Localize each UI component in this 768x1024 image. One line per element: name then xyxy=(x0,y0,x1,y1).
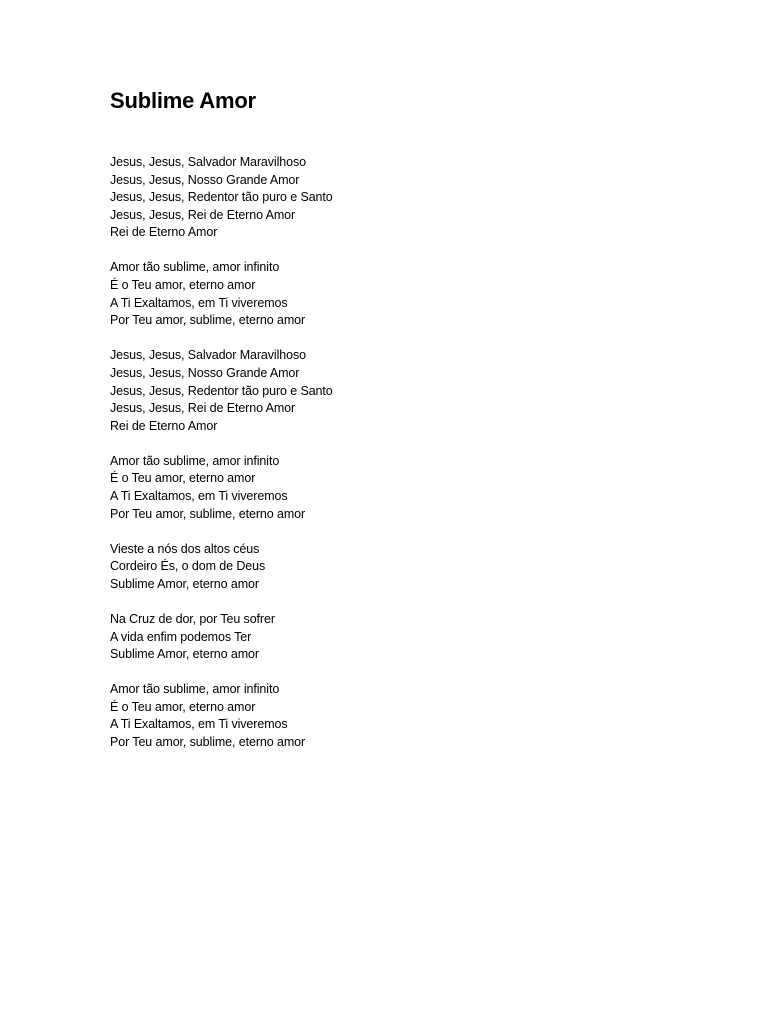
lyric-line: Cordeiro És, o dom de Deus xyxy=(110,559,266,574)
stanza xyxy=(110,347,710,435)
lyric-line: Sublime Amor, eterno amor xyxy=(110,576,259,591)
lyric-line: Jesus, Jesus, Nosso Grande Amor xyxy=(110,365,300,380)
lyric-line: Rei de Eterno Amor xyxy=(110,225,218,240)
lyric-line: Jesus, Jesus, Redentor tão puro e Santo xyxy=(110,383,333,398)
lyric-line: A vida enfim podemos Ter xyxy=(110,629,252,644)
page-title: Sublime Amor xyxy=(110,88,256,113)
lyric-line: Jesus, Jesus, Redentor tão puro e Santo xyxy=(110,190,333,205)
lyric-line: A Ti Exaltamos, em Ti viveremos xyxy=(110,295,288,310)
lyric-line: Por Teu amor, sublime, eterno amor xyxy=(110,313,306,328)
lyric-line: Na Cruz de dor, por Teu sofrer xyxy=(110,611,275,626)
lyric-line: Rei de Eterno Amor xyxy=(110,418,218,433)
lyric-line: Amor tão sublime, amor infinito xyxy=(110,453,280,468)
lyric-line: Jesus, Jesus, Rei de Eterno Amor xyxy=(110,207,296,222)
stanza xyxy=(110,541,710,594)
lyric-line: Sublime Amor, eterno amor xyxy=(110,647,259,662)
stanza xyxy=(110,611,710,664)
lyric-line: Jesus, Jesus, Salvador Maravilhoso xyxy=(110,155,306,169)
lyric-line: Por Teu amor, sublime, eterno amor xyxy=(110,506,306,521)
lyric-line: A Ti Exaltamos, em Ti viveremos xyxy=(110,489,288,503)
lyric-line: Vieste a nós dos altos céus xyxy=(110,541,260,556)
lyric-line: É o Teu amor, eterno amor xyxy=(110,699,256,714)
lyric-line: Amor tão sublime, amor infinito xyxy=(110,682,280,697)
lyric-line: Amor tão sublime, amor infinito xyxy=(110,260,280,275)
stanza xyxy=(110,259,710,329)
stanza xyxy=(110,154,710,242)
lyric-line: A Ti Exaltamos, em Ti viveremos xyxy=(110,717,288,732)
lyric-line: É o Teu amor, eterno amor xyxy=(110,278,256,293)
stanza xyxy=(110,681,710,751)
stanza xyxy=(110,453,710,523)
lyric-line: Jesus, Jesus, Nosso Grande Amor xyxy=(110,172,300,187)
lyric-line: Jesus, Jesus, Salvador Maravilhoso xyxy=(110,348,306,363)
lyric-line: Por Teu amor, sublime, eterno amor xyxy=(110,735,306,750)
lyric-line: É o Teu amor, eterno amor xyxy=(110,471,256,486)
lyrics-body xyxy=(110,154,710,769)
lyric-line: Jesus, Jesus, Rei de Eterno Amor xyxy=(110,401,296,416)
